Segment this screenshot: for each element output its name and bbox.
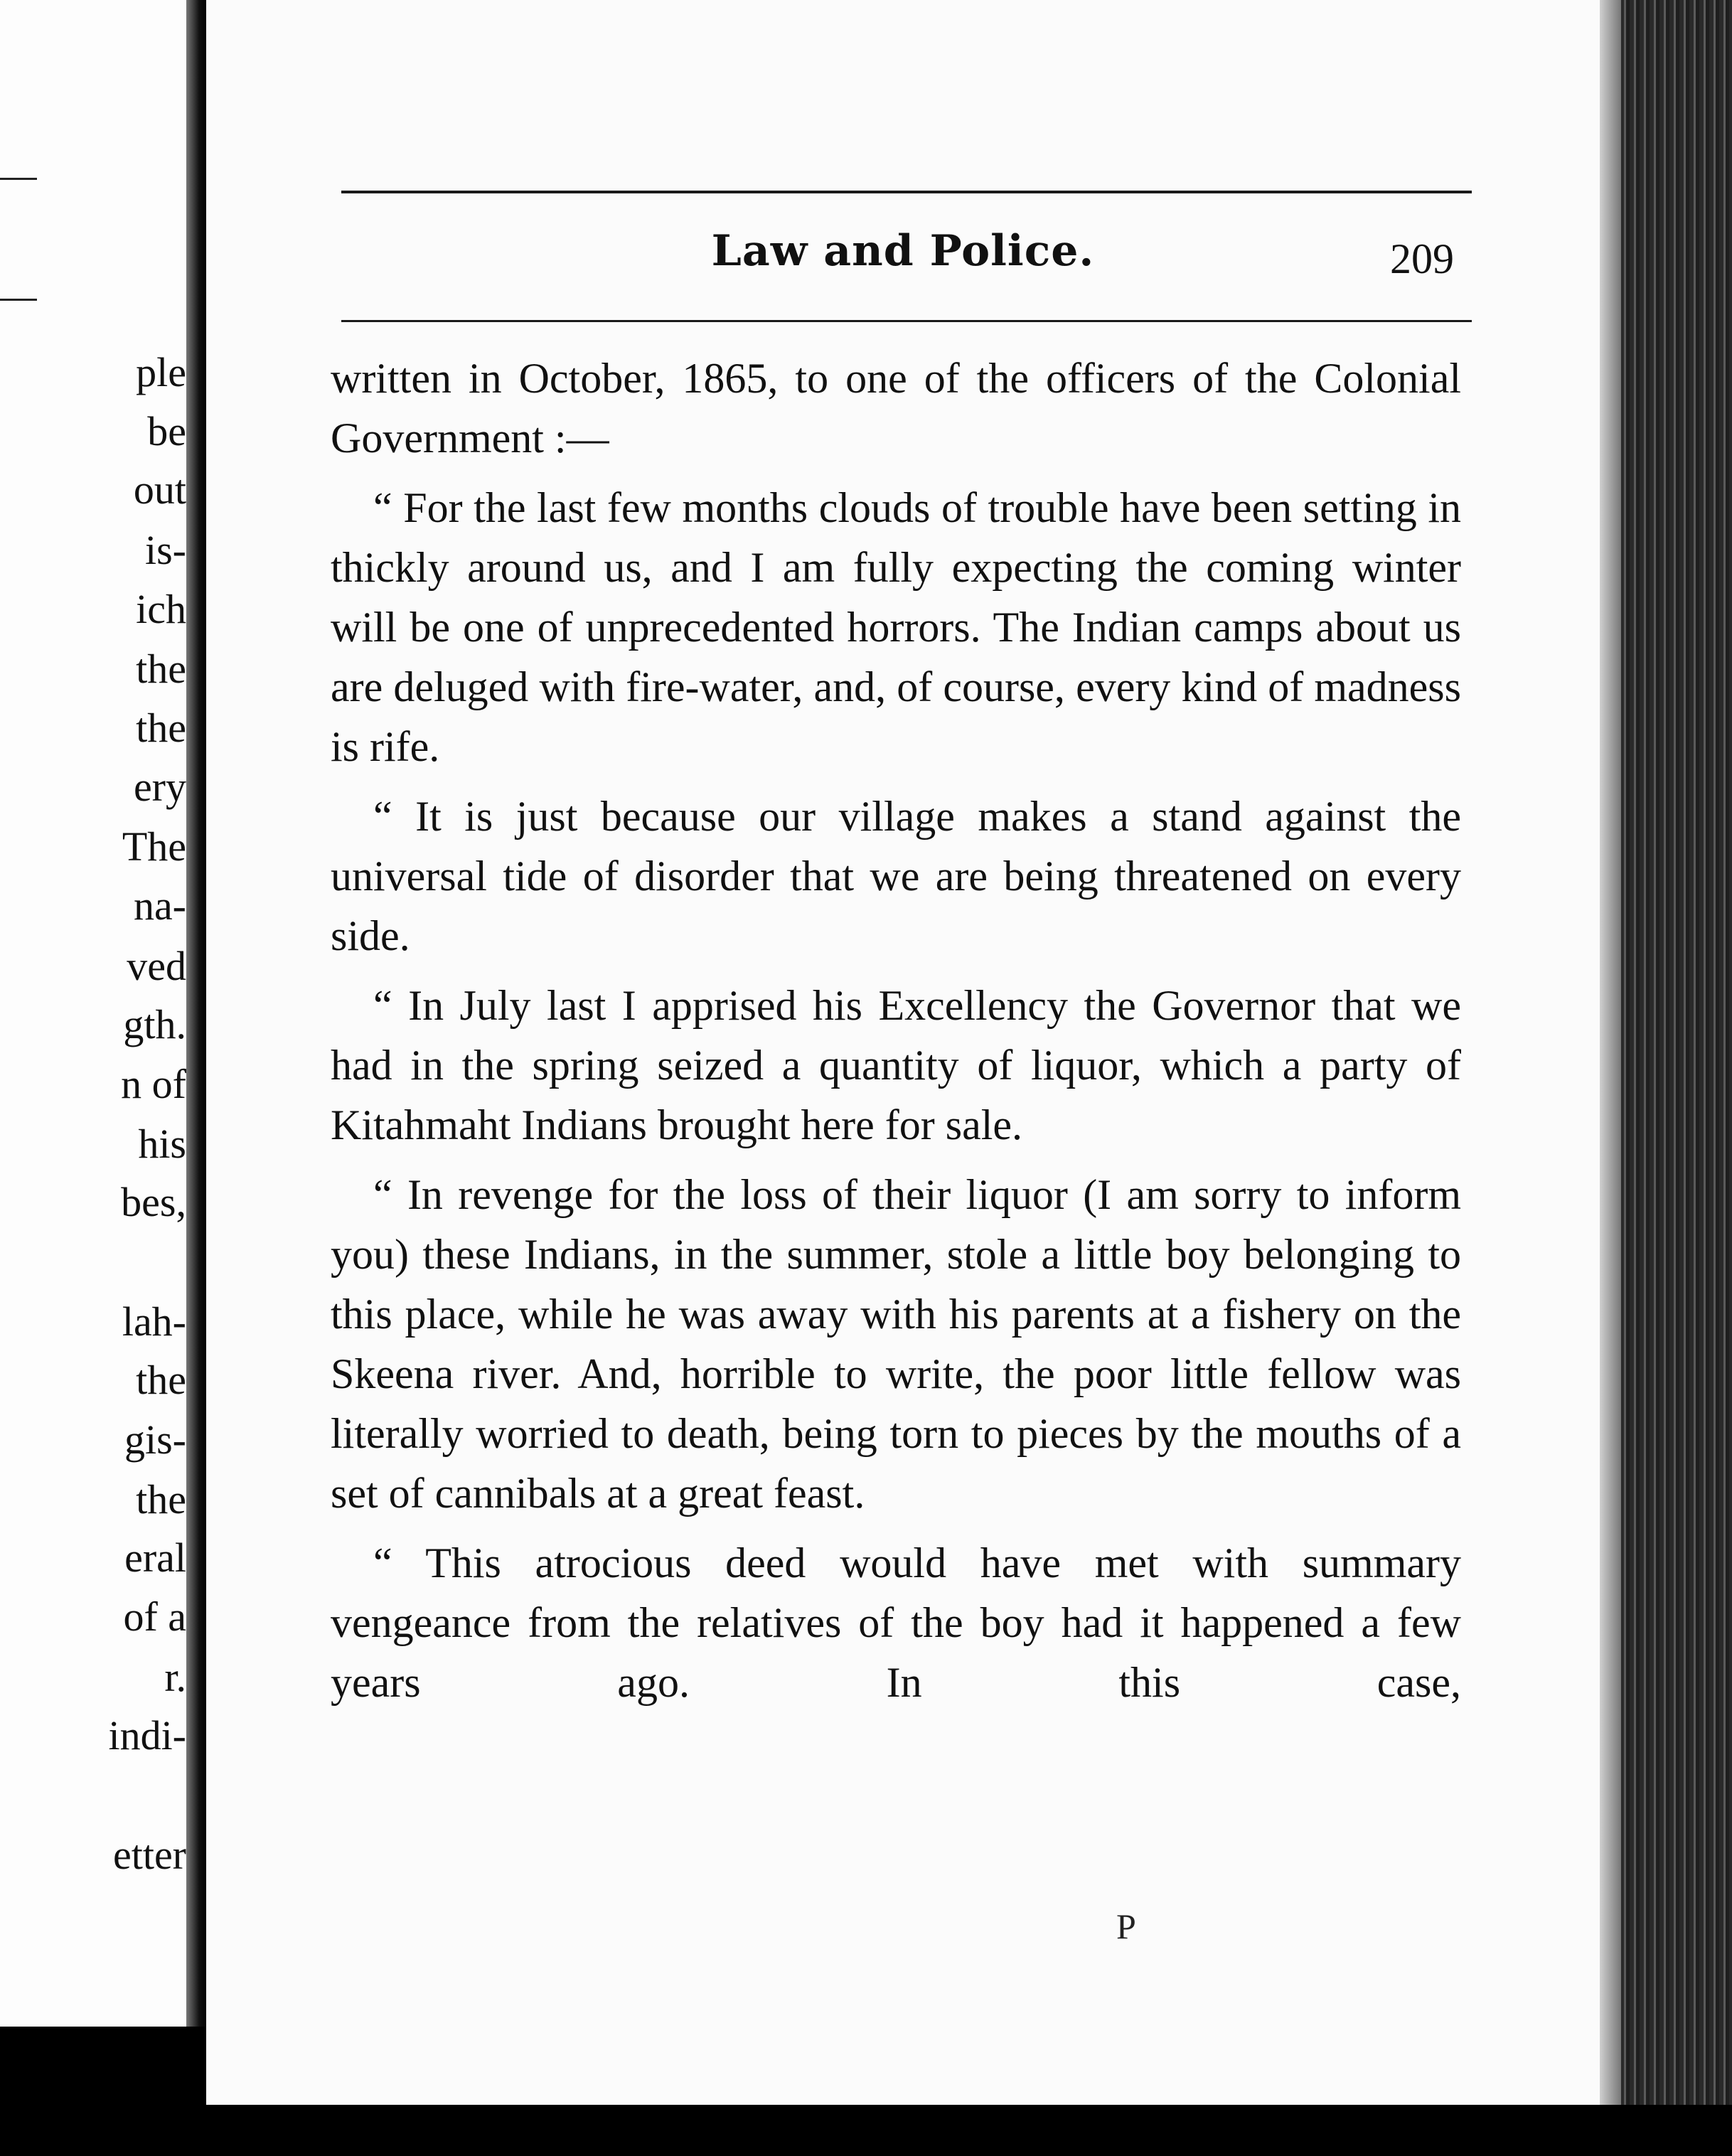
left-page-line-fragment: n of <box>121 1061 186 1107</box>
left-page-line-fragment: the <box>136 646 186 692</box>
paragraph: “ In revenge for the loss of their liquor (I am sorry to inform you) these Indians, in the summer, stole a little boy belonging to this place, while he was away with his parents at a fishery on the Skeena river. And, horrible to write, the poor little fellow was literally worried to death, being torn to pieces by the mouths of a set of cannibals at a great feast. <box>331 1171 1461 1517</box>
left-page-rule <box>0 178 37 180</box>
left-page-rule <box>0 299 37 301</box>
left-page-line-fragment: ple <box>136 349 186 395</box>
left-page-line-fragment: ved <box>127 943 186 989</box>
paragraph: “ For the last few months clouds of trouble have been setting in thickly around us, and I am fully expecting the coming winter will be one of unprecedented horrors. The Indian camps about us are deluged with fire-water, and, of course, every kind of madness is rife. <box>331 484 1461 770</box>
body-text <box>331 348 1461 1722</box>
paragraph: written in October, 1865, to one of the officers of the Colonial Government :— <box>331 355 1461 461</box>
paragraph: “ In July last I apprised his Excellency the Governor that we had in the spring seized a quantity of liquor, which a party of Kitahmaht Indians brought here for sale. <box>331 982 1461 1148</box>
running-title: Law and Police. <box>711 226 1095 276</box>
page-edge-shadow <box>1600 0 1621 2105</box>
paragraph: “ It is just because our village makes a stand against the universal tide of disorder that we are being threatened on every side. <box>331 793 1461 959</box>
left-page-line-fragment: ery <box>133 764 186 810</box>
left-page-line-fragment: out <box>133 466 186 513</box>
left-page-line-fragment: The <box>122 823 186 870</box>
left-page-line-fragment: be <box>147 408 186 454</box>
left-page-line-fragment: the <box>136 1476 186 1522</box>
left-page-line-fragment: bes, <box>121 1179 186 1225</box>
left-page-line-fragment: the <box>136 1357 186 1403</box>
book-page <box>206 0 1600 2105</box>
left-page-line-fragment: is- <box>145 527 186 573</box>
left-page-line-fragment: his <box>138 1121 186 1167</box>
left-page-line-fragment: ich <box>136 586 186 632</box>
left-page-line-fragment: of a <box>123 1594 186 1640</box>
paragraph: “ This atrocious deed would have met with summary vengeance from the relatives of the boy had it happened a few years ago. In this case, <box>331 1539 1461 1706</box>
left-page-line-fragment: etter <box>112 1832 186 1878</box>
page-number: 209 <box>1390 235 1454 282</box>
left-page-line-fragment: gis- <box>124 1416 186 1463</box>
left-page-line-fragment: the <box>136 705 186 751</box>
book-gutter <box>186 0 208 2027</box>
left-page-line-fragment: na- <box>133 882 186 929</box>
left-page-line-fragment: eral <box>124 1535 186 1581</box>
facing-page-left <box>0 0 192 2027</box>
left-page-line-fragment: r. <box>164 1654 186 1700</box>
signature-mark: P <box>1116 1906 1136 1946</box>
header-rule-bottom <box>341 320 1472 322</box>
left-page-line-fragment: indi- <box>108 1712 186 1759</box>
left-page-line-fragment: gth. <box>123 1001 186 1047</box>
header-rule-top <box>341 191 1472 193</box>
scan-background <box>0 2105 1732 2156</box>
left-page-line-fragment: lah- <box>122 1298 186 1345</box>
